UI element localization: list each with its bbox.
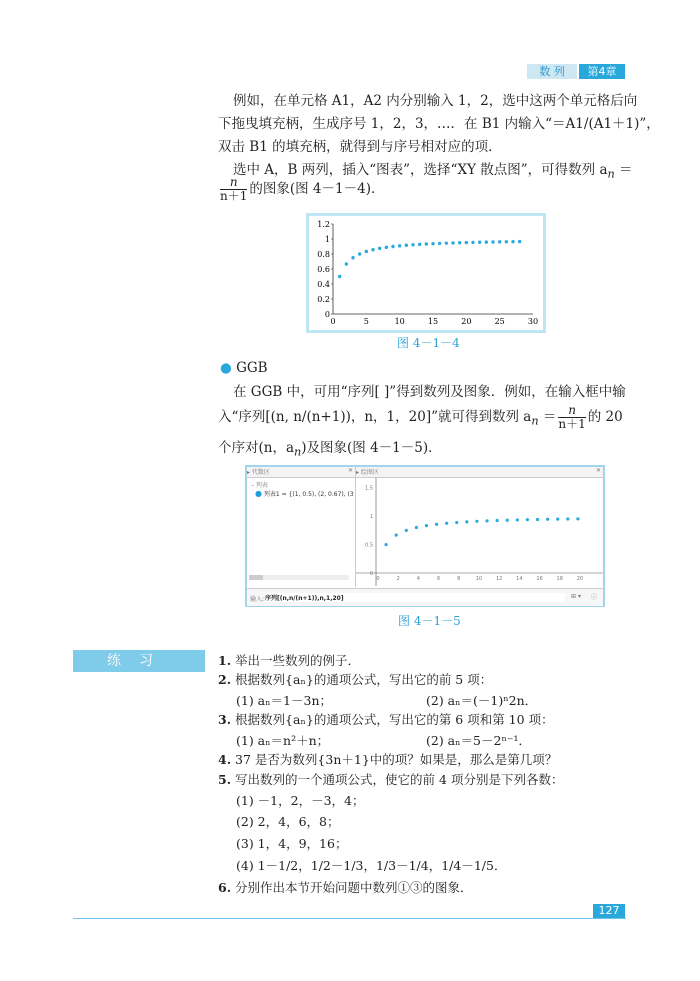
data-point	[411, 243, 414, 246]
data-point	[358, 252, 361, 255]
x-tick-label: 5	[363, 317, 369, 326]
y-tick-label: 0.8	[317, 250, 330, 259]
data-point	[445, 522, 448, 525]
data-point	[425, 524, 428, 527]
data-point	[485, 519, 488, 522]
data-point	[405, 244, 408, 247]
close-icon[interactable]: ✕	[347, 467, 353, 474]
para-line: 双击 B1 的填充柄，就得到与序号相对应的项．	[218, 139, 502, 155]
x-tick-label: 10	[475, 576, 483, 582]
x-tick-label: 15	[427, 317, 439, 326]
para-line: 个序对(n，$a_n$)及图象(图 4－1－5)．	[218, 440, 442, 459]
para-line: 选中 A，B 两列，插入“图表”，选择“XY 散点图”，可得数列 $a_n$ ＝	[233, 162, 633, 181]
x-tick-label: 25	[494, 317, 505, 326]
data-point	[451, 241, 454, 244]
ggb-heading: ● GGB	[220, 360, 268, 376]
data-point	[398, 244, 401, 247]
y-tick-label: 0.6	[317, 265, 330, 274]
exercise-item: 5. 写出数列的一个通项公式，使它的前 4 项分别是下列各数：	[218, 772, 564, 787]
data-point	[505, 240, 508, 243]
data-point	[418, 243, 421, 246]
bullet-icon: ●	[220, 360, 232, 376]
exercise-item: (1) aₙ＝n²＋n； (2) aₙ＝5－2ⁿ⁻¹．	[236, 733, 531, 748]
para-line: 下拖曳填充柄，生成序号 1，2，3，…．在 B1 内输入“＝A1/(A1＋1)”，	[218, 116, 660, 132]
x-tick-label: 10	[394, 317, 405, 326]
data-point	[378, 247, 381, 250]
input-bar: 输入: 序列[(n,n/(n+1)),n,1,20] ⊞ ▾ ⓘ	[247, 588, 603, 606]
exercise-item: (1) aₙ＝1－3n； (2) aₙ＝(－1)ⁿ2n．	[236, 693, 538, 708]
x-tick-label: 18	[556, 576, 563, 582]
data-point	[491, 240, 494, 243]
exercise-item: 2. 根据数列{aₙ}的通项公式，写出它的前 5 项：	[218, 672, 493, 687]
y-tick-label: 0	[324, 310, 330, 319]
data-point	[351, 256, 354, 259]
x-tick-label: 20	[576, 576, 584, 582]
data-point	[431, 242, 434, 245]
data-point	[338, 275, 341, 278]
data-point	[415, 526, 418, 529]
y-tick-label: 1.2	[317, 220, 330, 229]
x-tick-label: 12	[495, 576, 503, 582]
y-tick-label: 0.5	[365, 542, 373, 549]
input-field[interactable]: 序列[(n,n/(n+1)),n,1,20]	[265, 593, 565, 602]
data-point	[435, 523, 438, 526]
x-tick-label: 2	[396, 576, 400, 582]
data-point	[371, 248, 374, 251]
close-icon[interactable]: ✕	[595, 467, 601, 474]
para-line: $\frac{n}{n+1}$ 的图象(图 4－1－4)．	[220, 175, 385, 203]
data-point	[496, 519, 499, 522]
figure-caption: 图 4－1－4	[397, 336, 460, 350]
data-point	[438, 242, 441, 245]
geogebra-window	[245, 465, 605, 607]
list-item[interactable]: ● 列表1 = {(1, 0.5), (2, 0.67), (3	[255, 489, 354, 498]
data-point	[518, 240, 521, 243]
exercise-item: 6. 分别作出本节开始问题中数列①③的图象．	[218, 880, 473, 895]
footer-rule	[73, 918, 626, 919]
data-point	[546, 518, 549, 521]
fraction: $\frac{n}{n+1}$	[220, 175, 248, 203]
exercise-item: (2) 2，4，6，8；	[236, 814, 340, 829]
data-point	[465, 241, 468, 244]
data-point	[385, 246, 388, 249]
exercise-item: (4) 1－1/2，1/2－1/3，1/3－1/4，1/4－1/5．	[236, 858, 507, 873]
y-tick-label: 1	[324, 235, 330, 244]
excel-scatter-chart	[306, 213, 546, 333]
data-point	[465, 520, 468, 523]
data-point	[425, 242, 428, 245]
list-label: – 列表	[251, 482, 268, 489]
exercise-item: (3) 1，4，9，16；	[236, 836, 348, 851]
x-tick-label: 8	[457, 576, 461, 582]
data-point	[516, 518, 519, 521]
data-point	[536, 518, 539, 521]
data-point	[556, 518, 559, 521]
help-icon[interactable]: ⓘ	[590, 594, 597, 601]
data-point	[511, 240, 514, 243]
figure-caption: 图 4－1－5	[398, 614, 461, 628]
data-point	[365, 250, 368, 253]
keyboard-icon[interactable]: ⊞ ▾	[571, 593, 581, 600]
data-point	[345, 262, 348, 265]
x-tick-label: 16	[536, 576, 543, 582]
chapter-label: 第4章	[579, 64, 625, 79]
data-point	[384, 543, 387, 546]
x-tick-label: 20	[461, 317, 472, 326]
data-point	[458, 241, 461, 244]
data-point	[506, 519, 509, 522]
data-point	[405, 529, 408, 532]
para-line: 例如，在单元格 A1，A2 内分别输入 1，2，选中这两个单元格后向	[233, 93, 638, 109]
exercise-item: 4. 37 是否为数列{3n＋1}中的项？如果是，那么是第几项？	[218, 752, 558, 767]
exercise-item: 1. 举出一些数列的例子．	[218, 653, 361, 668]
x-tick-label: 6	[436, 576, 441, 582]
data-point	[391, 245, 394, 248]
y-tick-label: 0.2	[317, 295, 330, 304]
y-tick-label: 1	[369, 514, 373, 521]
data-point	[445, 241, 448, 244]
data-point	[471, 241, 474, 244]
para-line: 入“序列[(n, n/(n+1))，n，1，20]”就可得到数列 $a_n$ ＝ $\frac{n}{n+1}$ 的 20	[218, 403, 623, 431]
y-tick-label: 0.4	[317, 280, 330, 289]
data-point	[455, 521, 458, 524]
section-label: 数 列	[527, 64, 577, 79]
exercise-title: 练习	[73, 650, 205, 672]
data-point	[566, 517, 569, 520]
data-point	[526, 518, 529, 521]
data-point	[475, 520, 478, 523]
y-tick-label: 1.5	[365, 485, 373, 492]
data-point	[478, 241, 481, 244]
page-number: 127	[593, 904, 625, 918]
x-tick-label: 30	[527, 317, 539, 326]
x-tick-label: 14	[516, 576, 523, 582]
y-tick-label: 0	[369, 571, 373, 577]
exercise-item: 3. 根据数列{aₙ}的通项公式，写出它的第 6 项和第 10 项：	[218, 712, 554, 727]
x-tick-label: 0	[376, 576, 380, 582]
data-point	[485, 240, 488, 243]
scrollbar[interactable]	[249, 575, 349, 580]
data-point	[576, 517, 579, 520]
x-tick-label: 4	[416, 576, 420, 582]
exercise-item: (1) －1，2，－3，4；	[236, 793, 365, 808]
data-point	[498, 240, 501, 243]
data-point	[395, 533, 398, 536]
para-line: 在 GGB 中，可用“序列[ ]”得到数列及图象．例如，在输入框中输	[233, 384, 626, 400]
x-tick-label: 0	[330, 317, 336, 326]
algebra-panel-header: ▸ 代数区 ✕	[247, 467, 353, 476]
graphics-panel-header: ▸ 绘图区 ✕	[356, 467, 601, 476]
